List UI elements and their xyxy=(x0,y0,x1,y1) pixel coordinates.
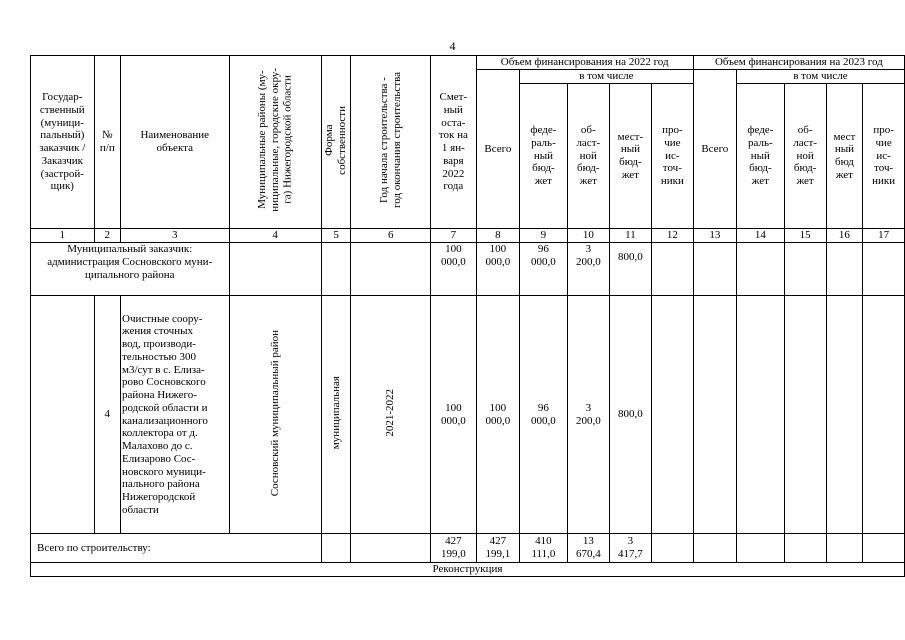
object-name: Очистные соору- жения сточных вод, производи- тельностью 300 м3/сут в с. Елиза- рово Сосновского района Нижего- родской области и канализационного коллектора от д. Малахово до с. Елизарово Сос- новского муници- пального района Нижегородской области xyxy=(121,296,230,534)
column-number: 7 xyxy=(430,229,476,243)
column-number: 14 xyxy=(736,229,784,243)
total-estimate: 427 199,0 xyxy=(430,534,476,563)
column-number: 13 xyxy=(693,229,736,243)
header-regional-2022: об- ласт- ной бюд- жет xyxy=(567,84,609,229)
header-including-2023: в том числе xyxy=(736,70,904,84)
header-regional-2023: об- ласт- ной бюд- жет xyxy=(784,84,826,229)
customer-row xyxy=(31,243,905,296)
header-including-2022: в том числе xyxy=(520,70,694,84)
column-number: 11 xyxy=(609,229,651,243)
customer-local-2022: 800,0 xyxy=(609,243,651,296)
column-number: 10 xyxy=(567,229,609,243)
object-federal-2022: 96 000,0 xyxy=(520,296,568,534)
column-number: 12 xyxy=(652,229,694,243)
section-title: Реконструкция xyxy=(31,563,905,577)
header-object-name: Наименование объекта xyxy=(121,56,230,229)
object-total-2022: 100 000,0 xyxy=(476,296,519,534)
column-number: 15 xyxy=(784,229,826,243)
customer-estimate: 100 000,0 xyxy=(430,243,476,296)
page-number: 4 xyxy=(449,39,456,53)
header-customer: Государ- ственный (муници- пальный) заказчик / Заказчик (застрой- щик) xyxy=(31,56,95,229)
header-financing-2022: Объем финансирования на 2022 год xyxy=(476,56,693,70)
column-number: 17 xyxy=(863,229,905,243)
header-num: № п/п xyxy=(94,56,120,229)
header-years: Год начала строительства - год окончания строительства xyxy=(377,72,403,209)
header-estimate-remainder: Смет- ный оста- ток на 1 ян- варя 2022 года xyxy=(430,56,476,229)
object-row xyxy=(31,296,905,534)
total-federal-2022: 410 111,0 xyxy=(520,534,568,563)
column-number: 3 xyxy=(121,229,230,243)
header-other-2022: про- чие ис- точ- ники xyxy=(652,84,694,229)
header-financing-2023: Объем финансирования на 2023 год xyxy=(693,56,904,70)
column-number: 6 xyxy=(351,229,431,243)
total-local-2022: 3 417,7 xyxy=(609,534,651,563)
object-num: 4 xyxy=(94,296,120,534)
total-row xyxy=(31,534,905,563)
column-number: 9 xyxy=(520,229,568,243)
column-number: 2 xyxy=(94,229,120,243)
column-number: 1 xyxy=(31,229,95,243)
customer-total-2022: 100 000,0 xyxy=(476,243,519,296)
object-district: Сосновский муниципальный район xyxy=(268,329,281,496)
object-years: 2021-2022 xyxy=(384,388,397,437)
header-districts: Муниципальные районы (му- ниципальные, городские окру- га) Нижегородской области xyxy=(256,68,294,212)
section-row xyxy=(31,563,905,577)
customer-regional-2022: 3 200,0 xyxy=(567,243,609,296)
customer-label: Муниципальный заказчик: администрация Сосновского муни- ципального района xyxy=(31,243,230,296)
header-federal-2023: феде- раль- ный бюд- жет xyxy=(736,84,784,229)
total-regional-2022: 13 670,4 xyxy=(567,534,609,563)
object-ownership: муниципальная xyxy=(329,376,342,450)
column-number-row xyxy=(31,229,905,243)
object-regional-2022: 3 200,0 xyxy=(567,296,609,534)
header-row-1 xyxy=(31,56,905,70)
header-federal-2022: феде- раль- ный бюд- жет xyxy=(520,84,568,229)
column-number: 8 xyxy=(476,229,519,243)
customer-federal-2022: 96 000,0 xyxy=(520,243,568,296)
object-estimate: 100 000,0 xyxy=(430,296,476,534)
total-label: Всего по строительству: xyxy=(31,534,322,563)
header-total-2022: Всего xyxy=(476,70,519,229)
header-total-2023: Всего xyxy=(693,70,736,229)
object-local-2022: 800,0 xyxy=(609,296,651,534)
total-sum-2022: 427 199,1 xyxy=(476,534,519,563)
column-number: 5 xyxy=(321,229,351,243)
column-number: 16 xyxy=(826,229,863,243)
header-ownership: Форма собственности xyxy=(323,105,349,175)
header-local-2022: мест- ный бюд- жет xyxy=(609,84,651,229)
header-other-2023: про- чие ис- точ- ники xyxy=(863,84,905,229)
financing-table xyxy=(30,55,905,577)
header-local-2023: мест ный бюд жет xyxy=(826,84,863,229)
column-number: 4 xyxy=(229,229,321,243)
